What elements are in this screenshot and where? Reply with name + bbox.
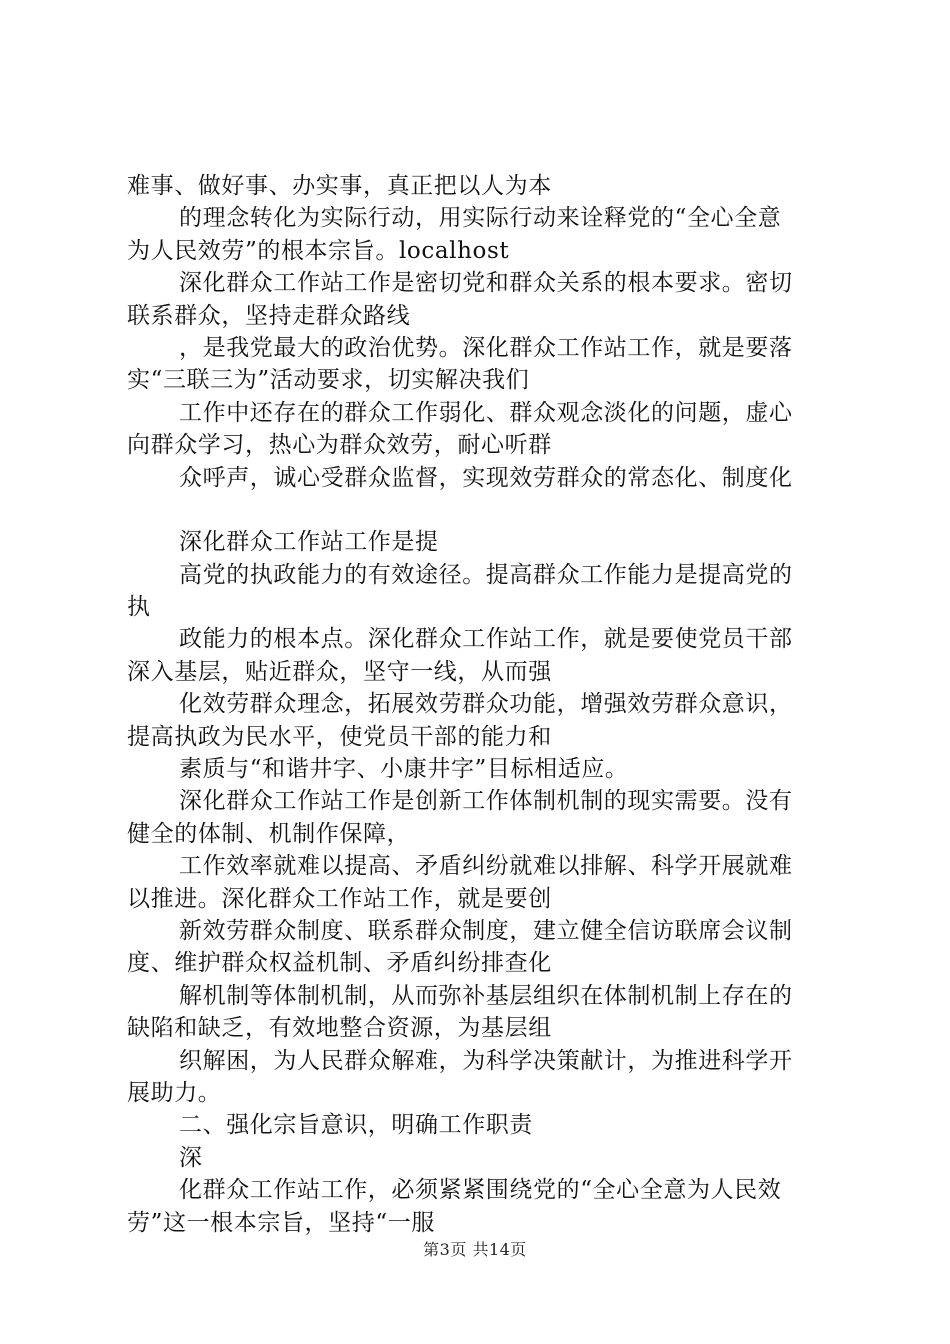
text-line: 化群众工作站工作，必须紧紧围绕党的“全心全意为人民效 [179, 1177, 782, 1204]
text-line: 新效劳群众制度、联系群众制度，建立健全信访联席会议制 [179, 917, 793, 944]
text-line: 化效劳群众理念，拓展效劳群众功能，增强效劳群众意识， [179, 691, 793, 718]
text-line: 深化群众工作站工作是创新工作体制机制的现实需要。没有 [179, 788, 793, 815]
page-number: 第3页 共14页 [423, 1240, 527, 1259]
text-line: 政能力的根本点。深化群众工作站工作，就是要使党员干部 [179, 626, 793, 653]
text-line: 缺陷和缺乏，有效地整合资源，为基层组 [127, 1015, 552, 1042]
text-line: 深化群众工作站工作是密切党和群众关系的根本要求。密切 [179, 270, 793, 297]
text-line: 工作中还存在的群众工作弱化、群众观念淡化的问题，虚心 [179, 399, 793, 426]
text-line: 执 [127, 594, 151, 621]
text-line: 难事、做好事、办实事，真正把以人为本 [127, 173, 552, 199]
text-line: 众呼声，诚心受群众监督，实现效劳群众的常态化、制度化 [179, 464, 793, 491]
text-line: 深 [179, 1144, 203, 1171]
text-line: 向群众学习，热心为群众效劳，耐心听群 [127, 432, 552, 459]
text-line: 以推进。深化群众工作站工作，就是要创 [127, 885, 552, 912]
page-footer [0, 1240, 950, 1260]
text-line: 解机制等体制机制，从而弥补基层组织在体制机制上存在的 [179, 982, 793, 1009]
section-heading: 二、强化宗旨意识，明确工作职责 [179, 1112, 533, 1139]
text-line: 度、维护群众权益机制、矛盾纠纷排查化 [127, 950, 552, 977]
text-line: 的理念转化为实际行动，用实际行动来诠释党的“全心全意 [179, 205, 782, 232]
text-line: 素质与“和谐井字、小康井字”目标相适应。 [179, 756, 629, 783]
text-line: 实“三联三为”活动要求，切实解决我们 [127, 367, 530, 394]
text-line: 高党的执政能力的有效途径。提高群众工作能力是提高党的 [179, 561, 793, 588]
text-line: 展助力。 [127, 1079, 222, 1106]
text-line: 深入基层，贴近群众，坚守一线，从而强 [127, 658, 552, 685]
body-text [127, 170, 842, 1239]
text-line: 联系群众，坚持走群众路线 [127, 302, 411, 329]
text-line: 提高执政为民水平，使党员干部的能力和 [127, 723, 552, 750]
text-line: 织解困，为人民群众解难，为科学决策献计，为推进科学开 [179, 1047, 793, 1074]
text-line: ，是我党最大的政治优势。深化群众工作站工作，就是要落 [179, 334, 793, 361]
paragraph-gap [127, 494, 842, 526]
text-line: 劳”这一根本宗旨，坚持“一服 [127, 1209, 435, 1236]
text-line: 为人民效劳”的根本宗旨。localhost [127, 237, 510, 264]
text-line: 工作效率就难以提高、矛盾纠纷就难以排解、科学开展就难 [179, 853, 793, 880]
text-line: 深化群众工作站工作是提 [179, 529, 439, 556]
text-line: 健全的体制、机制作保障， [127, 820, 411, 847]
